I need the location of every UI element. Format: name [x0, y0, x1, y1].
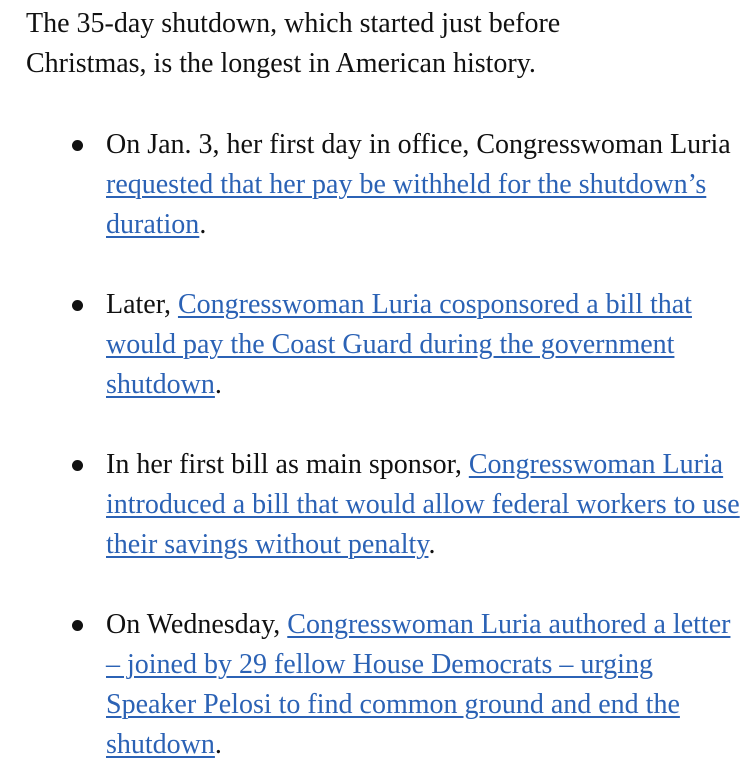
bullet-punctuation: . [199, 209, 207, 240]
bullet-punctuation: . [428, 529, 436, 560]
bullet-dot-icon [72, 460, 83, 471]
bullet-item-letter [26, 605, 746, 765]
bullet-text: In her first bill as main sponsor, [106, 449, 469, 480]
bullet-text: Later, [106, 289, 178, 320]
bullet-text: On Jan. 3, her first day in office, Congresswoman Luria [106, 129, 731, 160]
bullet-punctuation: . [214, 729, 222, 760]
intro-paragraph: The 35-day shutdown, which started just before Christmas, is the longest in American history. [26, 8, 561, 79]
bullet-dot-icon [72, 140, 83, 151]
bullet-item-savings-bill [26, 445, 746, 565]
coast-guard-bill-link[interactable]: Congresswoman Luria cosponsored a bill that would pay the Coast Guard during the government shutdown [106, 289, 692, 400]
savings-bill-link[interactable]: Congresswoman Luria introduced a bill that would allow federal workers to use their savings without penalty [106, 449, 740, 560]
pay-withheld-link[interactable]: requested that her pay be withheld for the shutdown’s duration [106, 169, 707, 240]
bullet-punctuation: . [214, 369, 222, 400]
bullet-dot-icon [72, 620, 83, 631]
bullet-dot-icon [72, 300, 83, 311]
pelosi-letter-link[interactable]: Congresswoman Luria authored a letter – joined by 29 fellow House Democrats – urging Speaker Pelosi to find common ground and end the shutdown [106, 609, 731, 760]
bullet-item-coast-guard [26, 285, 746, 405]
bullet-item-pay-withheld [26, 125, 746, 245]
bullet-text: On Wednesday, [106, 609, 288, 640]
bullet-list [26, 125, 740, 765]
